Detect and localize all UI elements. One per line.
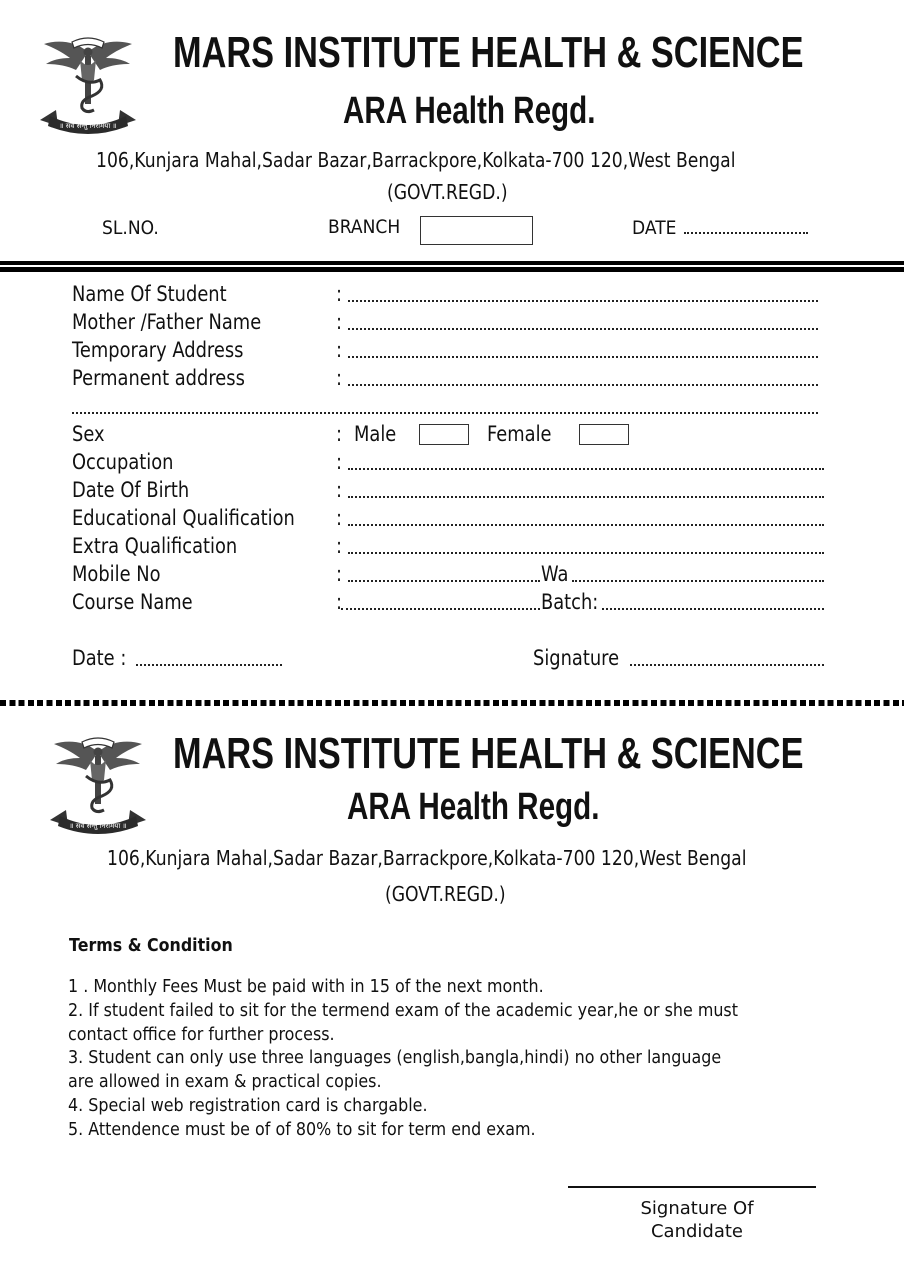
institute-title-bottom: MARS INSTITUTE HEALTH & SCIENCE	[173, 729, 804, 778]
field-sep: :	[336, 590, 343, 614]
field-sep: :	[336, 282, 343, 306]
whatsapp-number-field[interactable]	[572, 580, 824, 582]
svg-text:॥ सर्वे सन्तु निरामया ॥: ॥ सर्वे सन्तु निरामया ॥	[59, 122, 117, 130]
terms-item: 4. Special web registration card is chargable.	[68, 1096, 428, 1116]
educational-qualification-field[interactable]	[348, 524, 824, 526]
male-label: Male	[354, 422, 397, 446]
date-of-birth-field[interactable]	[348, 496, 824, 498]
candidate-signature-label-1: Signature Of	[640, 1198, 754, 1219]
parent-name-field[interactable]	[348, 328, 818, 330]
whatsapp-label: Wa	[541, 562, 569, 586]
field-label-mobile: Mobile No	[72, 562, 161, 586]
field-sep: :	[336, 534, 343, 558]
institute-address: 106,Kunjara Mahal,Sadar Bazar,Barrackpore,Kolkata-700 120,West Bengal	[96, 148, 736, 172]
permanent-address-field[interactable]	[348, 384, 818, 386]
terms-item: 1 . Monthly Fees Must be paid with in 15 of the next month.	[68, 977, 544, 997]
extra-qualification-field[interactable]	[348, 552, 824, 554]
course-name-field[interactable]	[341, 608, 540, 610]
header-divider-thick	[0, 267, 904, 272]
field-label-occupation: Occupation	[72, 450, 174, 474]
field-label-temp-address: Temporary Address	[72, 338, 244, 362]
institute-subtitle: ARA Health Regd.	[343, 90, 596, 132]
field-sep: :	[336, 562, 343, 586]
field-label-education: Educational Qualification	[72, 506, 295, 530]
field-sep: :	[336, 422, 343, 446]
temporary-address-field[interactable]	[348, 356, 818, 358]
date-field[interactable]	[684, 232, 808, 234]
signature-field[interactable]	[630, 664, 824, 666]
sl-no-label: SL.NO.	[102, 217, 159, 239]
form-date-field[interactable]	[136, 664, 282, 666]
institute-logo-bottom	[46, 730, 150, 840]
field-label-extra-qualification: Extra Qualification	[72, 534, 238, 558]
terms-heading: Terms & Condition	[69, 935, 233, 956]
field-sep: :	[336, 478, 343, 502]
permanent-address-field-line2[interactable]	[72, 412, 818, 414]
branch-input[interactable]	[420, 216, 533, 245]
govt-registration-bottom: (GOVT.REGD.)	[385, 882, 506, 906]
institute-address-bottom: 106,Kunjara Mahal,Sadar Bazar,Barrackpore,Kolkata-700 120,West Bengal	[107, 846, 747, 870]
institute-logo	[36, 30, 140, 140]
institute-title: MARS INSTITUTE HEALTH & SCIENCE	[173, 28, 804, 77]
field-label-sex: Sex	[72, 422, 105, 446]
caduceus-emblem-icon	[46, 730, 150, 840]
field-sep: :	[336, 338, 343, 362]
svg-text:॥ सर्वे सन्तु निरामया ॥: ॥ सर्वे सन्तु निरामया ॥	[69, 822, 127, 830]
field-sep: :	[336, 366, 343, 390]
institute-subtitle-bottom: ARA Health Regd.	[347, 786, 600, 828]
field-label-dob: Date Of Birth	[72, 478, 190, 502]
candidate-signature-label-2: Candidate	[650, 1221, 744, 1242]
govt-registration: (GOVT.REGD.)	[387, 180, 508, 204]
tear-off-separator	[0, 700, 904, 706]
candidate-signature-line[interactable]	[568, 1186, 816, 1188]
male-checkbox[interactable]	[419, 424, 469, 445]
batch-field[interactable]	[602, 608, 824, 610]
field-label-perm-address: Permanent address	[72, 366, 245, 390]
female-label: Female	[487, 422, 552, 446]
form-date-label: Date :	[72, 646, 127, 670]
field-sep: :	[336, 506, 343, 530]
mobile-number-field[interactable]	[348, 580, 540, 582]
field-sep: :	[336, 450, 343, 474]
terms-item: contact office for further process.	[68, 1025, 335, 1045]
branch-label: BRANCH	[328, 216, 401, 238]
terms-item: are allowed in exam & practical copies.	[68, 1072, 382, 1092]
terms-item: 5. Attendence must be of of 80% to sit for term end exam.	[68, 1120, 536, 1140]
signature-label: Signature	[533, 646, 620, 670]
occupation-field[interactable]	[348, 468, 824, 470]
field-label-course: Course Name	[72, 590, 193, 614]
field-label-parent: Mother /Father Name	[72, 310, 262, 334]
female-checkbox[interactable]	[579, 424, 629, 445]
student-name-field[interactable]	[348, 300, 818, 302]
date-label: DATE	[632, 217, 677, 239]
header-divider	[0, 261, 904, 265]
batch-label: Batch:	[541, 590, 599, 614]
terms-item: 3. Student can only use three languages (english,bangla,hindi) no other language	[68, 1048, 722, 1068]
field-label-name: Name Of Student	[72, 282, 227, 306]
caduceus-emblem-icon	[36, 30, 140, 140]
field-sep: :	[336, 310, 343, 334]
terms-item: 2. If student failed to sit for the termend exam of the academic year,he or she must	[68, 1001, 738, 1021]
